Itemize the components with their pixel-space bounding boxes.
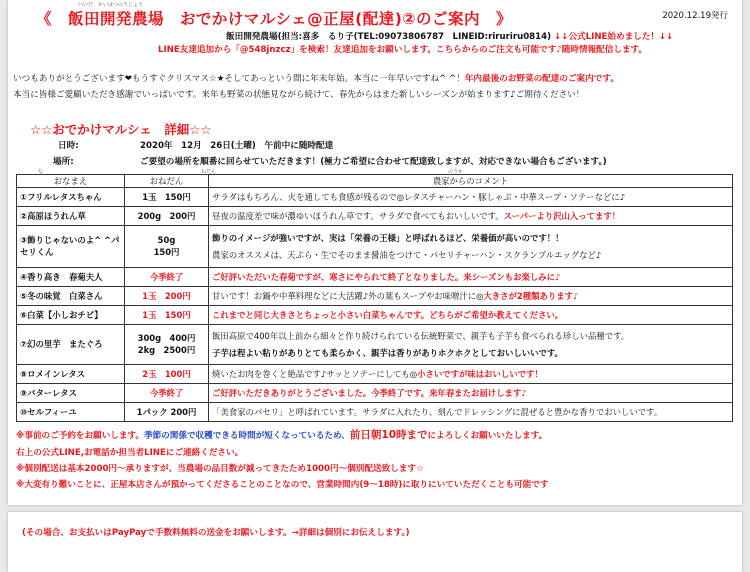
product-comment: サラダはもちろん、火を通しても食感が残るので◎レタスチャーハン・豚しゃぶ・中華スープ・ソテーなどに♪ (209, 188, 733, 207)
header-ruby-2: ねだん (201, 169, 217, 175)
page-title: 《 飯田開発農場 おでかけマルシェ@正屋(配達)②のご案内 》 (36, 10, 512, 28)
comment-highlight: 小さいですが味はおいしいです！ (417, 369, 543, 379)
product-price: 1玉 200円 (125, 287, 209, 306)
contact-line (226, 30, 673, 42)
product-price: 今季終了 (125, 268, 209, 287)
product-name: ⑦幻の里芋 またぐろ (17, 325, 125, 365)
product-price: 50g 150円 (125, 226, 209, 268)
place-value: ご要望の場所を順番に回らせていただきます！(極力ご希望に合わせて配達致しますが、対応できない場合もございます。) (140, 157, 607, 167)
product-comment (209, 365, 733, 384)
intro-text-1: いつもありがとうございます❤もうすぐクリスマス☆★そしてあっという間に年末年始。本当に一年早いですね^ ^！ (13, 74, 465, 84)
table-row (17, 403, 733, 422)
header-ruby-1: な (38, 169, 44, 175)
line-notice: ↓↓公式LINE始めました！↓↓ (554, 32, 674, 42)
comment-line-2: 農家のオススメは、天ぷら・生でそのまま醤油をつけて・パセリチャーハン・スクランブルエッグなど♪ (212, 250, 602, 260)
table-row (17, 287, 733, 306)
note-3: ※個別配送は基本2000円〜承りますが、当農場の品目数が減ってきたため1000円〜個別配送致します☆ (16, 464, 424, 474)
comment-text: 甘いです！お鍋や中華料理などに大活躍♪外の葉もスープやお味噌汁に◎ (212, 291, 484, 301)
product-name: ③飾りじゃないのよ^ ^パセリくん (17, 226, 125, 268)
product-price: 今季終了 (125, 384, 209, 403)
product-name: ⑨バターレタス (17, 384, 125, 403)
title-ruby: いいだ かいはつのうじょう (78, 2, 144, 8)
product-name: ⑤冬の味覚 白菜さん (17, 287, 125, 306)
product-price: 200g 200円 (125, 207, 209, 226)
header-ruby-3: のうか (448, 169, 464, 175)
table-row (17, 325, 733, 365)
issue-date: 2020.12.19発行 (662, 11, 728, 21)
product-name: ④香り高き 春菊夫人 (17, 268, 125, 287)
note-1-red: ※事前のご予約をお願いします。 (16, 431, 144, 441)
table-row (17, 226, 733, 268)
note-1-blue: 季節の関係で収穫できる時間が短くなっているため、 (143, 431, 350, 441)
product-name: ⑥白菜【小しおチビ】 (17, 306, 125, 325)
contact-text: 飯田開発農場(担当:喜多 るり子(TEL:09073806787 LINEID:riruriru0814) (226, 32, 552, 42)
comment-highlight: スーパーより沢山入ってます！ (503, 211, 621, 221)
table-row (17, 207, 733, 226)
header-comment: 農家からのコメント (209, 175, 733, 188)
comment-line-1: 飾りのイメージが強いですが、実は「栄養の王様」と呼ばれるほど、栄養価が高いのです！！ (212, 233, 564, 243)
product-comment: ご好評いただいた春菊ですが、寒さにやられて終了となりました。来シーズンもお楽しみに♪ (209, 268, 733, 287)
comment-text: 昼夜の温度差で味が濃ゆいほうれん草です。サラダで食べてもおいしいです。 (212, 211, 504, 221)
table-header-row (17, 175, 733, 188)
table-row (17, 188, 733, 207)
product-comment (209, 226, 733, 268)
note-1-deadline: 前日朝10時まで (349, 429, 428, 441)
header-name: おなまえ (17, 175, 125, 188)
product-comment (209, 325, 733, 365)
intro-line-1 (13, 72, 619, 84)
product-comment: 「美食家のパセリ」と呼ばれています。サラダに入れたり、刻んでドレッシングに混ぜると豊かな香りでおいしいです。 (209, 403, 733, 422)
product-name: ②高原ほうれん草 (17, 207, 125, 226)
footer-note: (その場合、お支払いはPayPayで手数料無料の送金をお願いします。→詳細は個別にお伝えします。) (22, 528, 410, 538)
date-label: 日時: (58, 141, 79, 151)
product-name: ①フリルレタスちゃん (17, 188, 125, 207)
comment-text: 焼いたお肉を巻くと絶品です♪サッとソテーにしても◎ (212, 369, 418, 379)
header-price: おねだん (125, 175, 209, 188)
place-label: 場所: (53, 157, 74, 167)
table-row (17, 306, 733, 325)
product-comment (209, 207, 733, 226)
details-heading: ☆☆おでかけマルシェ 詳細☆☆ (30, 122, 212, 137)
product-table (16, 174, 733, 422)
table-row (17, 268, 733, 287)
note-1-tail: によろしくお願いいたします。 (427, 431, 548, 441)
note-2: 右上の公式LINE,お電話か担当者LINEにご連絡ください。 (16, 448, 244, 458)
product-price: 2玉 100円 (125, 365, 209, 384)
product-comment: ご好評いただきありがとうございました。今季終了です。来年春またお届けします♪ (209, 384, 733, 403)
product-price: 1玉 150円 (125, 188, 209, 207)
product-price: 1玉 150円 (125, 306, 209, 325)
intro-red-text: 年内最後のお野菜の配達のご案内です。 (464, 74, 619, 84)
comment-line-1: 飯田高原で400年以上前から細々と作り続けられている伝統野菜で、親芋も子芋も食べられる珍しい品種です。 (212, 331, 630, 341)
comment-highlight: 大きさが2種類あります♪ (483, 291, 579, 301)
product-price: 300g 400円 2kg 2500円 (125, 325, 209, 365)
product-name: ⑩セルフィーユ (17, 403, 125, 422)
line-search-text: LINE友達追加から「@548jnzcz」を検索！友達追加をお願いします。こちらからのご注文も可能です♪随時情報配信します。 (158, 45, 648, 55)
intro-line-2: 本当に皆様ご愛顧いただき感謝でいっぱいです。来年も野菜の状態見ながら続けて、春先からはまた新しいシーズンが始まります♪ご期待ください！ (13, 90, 585, 100)
table-row (17, 384, 733, 403)
flyer-page (8, 0, 742, 505)
product-name: ⑧ロメインレタス (17, 365, 125, 384)
table-row (17, 365, 733, 384)
note-4: ※大変有り難いことに、正屋本店さんが預かってくださることのことなので、営業時間内(9〜18時)に取りにいていただくことも可能です (16, 480, 549, 490)
note-1 (16, 427, 548, 442)
product-comment (209, 287, 733, 306)
date-value: 2020年 12月 26日(土曜) 午前中に随時配達 (140, 141, 334, 151)
notes-block (16, 427, 548, 490)
comment-line-2: 子芋は程よい粘りがありとても柔らかく、親芋は香りがありホクホクとしておいしいいです。 (212, 348, 563, 358)
product-price: 1パック 200円 (125, 403, 209, 422)
flyer-page-2 (8, 512, 742, 572)
product-comment: これまでと同じ大きさとちょっと小さい白菜ちゃんです。どちらがご希望か教えてください。 (209, 306, 733, 325)
